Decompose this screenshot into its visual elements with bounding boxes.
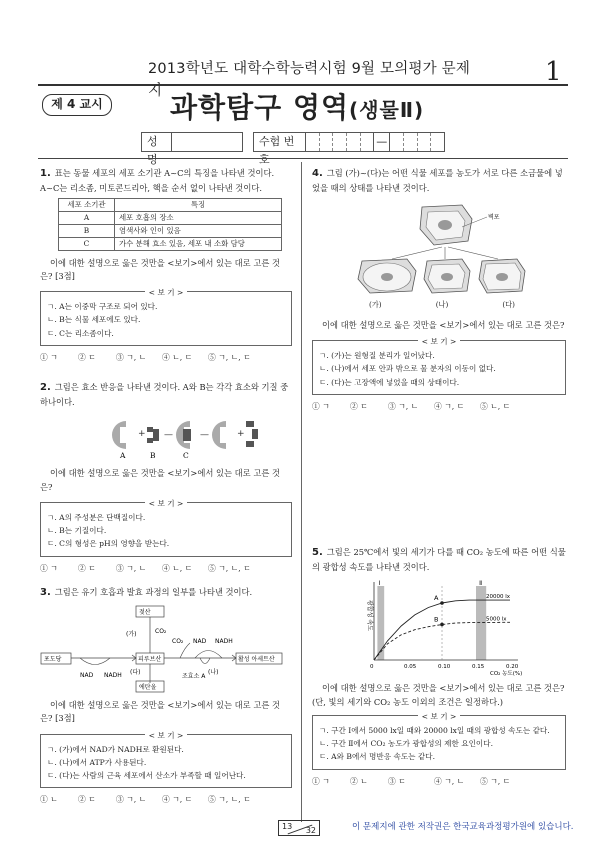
choice-1[interactable]: ① ㄱ bbox=[40, 353, 58, 363]
fig-co2-2: CO₂ bbox=[172, 638, 184, 645]
chart-region-label: Ⅱ bbox=[479, 580, 483, 588]
enzyme-figure bbox=[40, 415, 292, 459]
table-cell: C bbox=[59, 237, 115, 250]
choice-3[interactable]: ③ ㄱ, ㄴ bbox=[388, 401, 419, 411]
choice-2[interactable]: ② ㄷ bbox=[350, 401, 368, 411]
fig-label-ga: (가) bbox=[369, 300, 382, 310]
bogi-title: < 보 기 > bbox=[145, 288, 188, 297]
photosynthesis-chart bbox=[312, 578, 566, 678]
name-field[interactable] bbox=[171, 132, 243, 152]
fig-nad-2: NAD bbox=[193, 638, 207, 645]
bogi-title: < 보 기 > bbox=[145, 731, 188, 740]
table-header: 세포 소기관 bbox=[59, 199, 115, 212]
exam-no-separator: — bbox=[374, 133, 390, 151]
bogi-title: < 보 기 > bbox=[418, 337, 461, 346]
question-4 bbox=[312, 166, 566, 413]
subject-name: 과학탐구 영역 bbox=[170, 91, 350, 124]
chart-x-label: CO₂ 농도(%) bbox=[490, 671, 523, 678]
question-2 bbox=[40, 380, 292, 575]
bogi-item: ㄷ. C의 형성은 pH의 영향을 받는다. bbox=[47, 539, 170, 549]
copyright-notice: 이 문제지에 관한 저작권은 한국교육과정평가원에 있습니다. bbox=[352, 822, 574, 832]
chart-y-label: 광합성 속도 bbox=[366, 600, 373, 632]
chart-region bbox=[476, 586, 486, 660]
fig-label-da: (다) bbox=[502, 300, 515, 310]
fig-co2-1: CO₂ bbox=[155, 628, 167, 635]
question-1-text: 1. 표는 동물 세포의 세포 소기관 A~C의 특징을 나타낸 것이다. A~C는 리소좀, 미토콘드리아, 핵을 순서 없이 나타낸 것이다. bbox=[40, 168, 275, 193]
svg-text:+: + bbox=[138, 429, 146, 440]
bogi-title: < 보 기 > bbox=[145, 499, 188, 508]
question-4-prompt: 이에 대한 설명으로 옳은 것만을 <보기>에서 있는 대로 고른 것은? bbox=[322, 319, 565, 330]
question-3 bbox=[40, 585, 292, 807]
svg-text:+: + bbox=[237, 429, 245, 440]
answer-choices-3 bbox=[40, 794, 292, 806]
answer-choices-4 bbox=[312, 401, 566, 413]
choice-5[interactable]: ⑤ ㄱ, ㄷ bbox=[480, 776, 511, 786]
bogi-box-1 bbox=[40, 288, 292, 346]
choice-1[interactable]: ① ㄱ bbox=[312, 776, 330, 786]
bogi-item: ㄴ. B는 식물 세포에도 있다. bbox=[47, 315, 141, 325]
answer-choices-2 bbox=[40, 563, 292, 575]
fig-nadh-2: NADH bbox=[215, 638, 233, 645]
organelle-table bbox=[58, 198, 282, 250]
fig-coa: 조효소 A bbox=[182, 673, 206, 680]
fig-ga: (가) bbox=[126, 631, 137, 638]
answer-choices-5 bbox=[312, 776, 566, 788]
bogi-item: ㄷ. C는 리소좀이다. bbox=[47, 328, 114, 338]
page-number: 1 bbox=[545, 57, 562, 87]
chart-x-tick: 0.05 bbox=[404, 664, 417, 671]
fig-pyruvate: 피루브산 bbox=[138, 656, 162, 663]
chart-series-label: 20000 lx bbox=[486, 594, 511, 601]
header-rule-2 bbox=[38, 158, 568, 159]
name-label: 성명 bbox=[141, 132, 171, 152]
fig-nad: NAD bbox=[80, 672, 94, 679]
chart-series-label: 5000 lx bbox=[486, 616, 507, 623]
subject-title bbox=[170, 86, 424, 129]
svg-text:—: — bbox=[200, 430, 209, 441]
svg-text:—: — bbox=[164, 430, 173, 441]
question-4-text: 4. 그림 (가)~(다)는 어떤 식물 세포를 농도가 서로 다른 소금물에 넣었을 때의 상태를 나타낸 것이다. bbox=[312, 168, 563, 193]
table-cell: 염색사와 인이 있음 bbox=[115, 224, 282, 237]
chart-x-tick: 0.20 bbox=[506, 664, 519, 671]
fig-glucose: 포도당 bbox=[44, 656, 62, 663]
candidate-info-row bbox=[141, 132, 445, 166]
choice-4[interactable]: ④ ㄱ, ㄴ bbox=[434, 776, 465, 786]
fig-da: (다) bbox=[130, 669, 141, 676]
fig-label-na: (나) bbox=[435, 300, 449, 310]
question-2-text: 2. 그림은 효소 반응을 나타낸 것이다. A와 B는 각각 효소와 기질 중 하나이다. bbox=[40, 382, 289, 407]
bogi-item: ㄱ. A는 이중막 구조로 되어 있다. bbox=[47, 302, 158, 312]
choice-5[interactable]: ⑤ ㄴ, ㄷ bbox=[480, 401, 511, 411]
question-2-prompt: 이에 대한 설명으로 옳은 것만을 <보기>에서 있는 대로 고른 것은? bbox=[40, 468, 280, 492]
chart-point bbox=[440, 623, 444, 627]
choice-5[interactable]: ⑤ ㄱ, ㄴ, ㄷ bbox=[208, 353, 251, 363]
footer-page: 13 bbox=[282, 822, 293, 831]
choice-1[interactable]: ① ㄱ bbox=[312, 401, 330, 411]
choice-2[interactable]: ② ㄷ bbox=[78, 353, 96, 363]
bogi-item: ㄷ. (다)는 사람의 근육 세포에서 산소가 부족할 때 일어난다. bbox=[47, 771, 246, 781]
chart-x-tick: 0 bbox=[370, 664, 374, 671]
question-1-prompt: 이에 대한 설명으로 옳은 것만을 <보기>에서 있는 대로 고른 것은? [3점] bbox=[40, 257, 280, 281]
chart-region-label: Ⅰ bbox=[378, 580, 381, 588]
bogi-item: ㄷ. A와 B에서 명반응 속도는 같다. bbox=[319, 752, 435, 762]
question-1 bbox=[40, 166, 292, 364]
bogi-item: ㄴ. 구간 Ⅱ에서 CO₂ 농도가 광합성의 제한 요인이다. bbox=[319, 739, 494, 749]
fig-label-a: A bbox=[120, 451, 126, 460]
choice-3[interactable]: ③ ㄱ, ㄴ bbox=[116, 795, 147, 805]
table-header: 특징 bbox=[115, 199, 282, 212]
chart-region bbox=[377, 586, 384, 660]
answer-choices-1 bbox=[40, 352, 292, 364]
bogi-item: ㄴ. B는 기질이다. bbox=[47, 526, 107, 536]
choice-2[interactable]: ② ㄷ bbox=[78, 795, 96, 805]
bogi-item: ㄱ. A의 주성분은 단백질이다. bbox=[47, 512, 146, 522]
bogi-item: ㄱ. (가)에서 NAD가 NADH로 환원된다. bbox=[47, 744, 184, 754]
question-5-text: 5. 그림은 25℃에서 빛의 세기가 다를 때 CO₂ 농도에 따른 어떤 식물의 광합성 속도를 나타낸 것이다. bbox=[312, 547, 566, 572]
bogi-item: ㄴ. (나)에서 세포 안과 밖으로 물 분자의 이동이 없다. bbox=[319, 364, 496, 374]
bogi-item: ㄷ. (다)는 고장액에 넣었을 때의 상태이다. bbox=[319, 377, 460, 387]
exam-title: 2013학년도 대학수학능력시험 9월 모의평가 문제지 bbox=[148, 61, 471, 100]
fig-nadh: NADH bbox=[104, 672, 122, 679]
choice-3[interactable]: ③ ㄷ bbox=[388, 776, 406, 786]
chart-x-tick: 0.15 bbox=[472, 664, 485, 671]
choice-4[interactable]: ④ ㄱ, ㄷ bbox=[162, 795, 193, 805]
chart-point-label: A bbox=[434, 594, 439, 603]
bogi-item: ㄱ. 구간 Ⅰ에서 5000 lx일 때와 20000 lx일 때의 광합성 속도는 같다. bbox=[319, 725, 550, 735]
exam-no-label: 수험 번호 bbox=[253, 132, 305, 152]
choice-4[interactable]: ④ ㄴ, ㄷ bbox=[162, 353, 193, 363]
question-5 bbox=[312, 545, 566, 788]
choice-3[interactable]: ③ ㄱ, ㄴ bbox=[116, 563, 147, 573]
session-badge: 제 4 교시 bbox=[42, 94, 112, 116]
table-cell: 가수 분해 효소 있음, 세포 내 소화 담당 bbox=[115, 237, 282, 250]
table-cell: A bbox=[59, 212, 115, 225]
choice-3[interactable]: ③ ㄱ, ㄴ bbox=[116, 353, 147, 363]
bogi-box-4 bbox=[312, 337, 566, 395]
bogi-box-5 bbox=[312, 711, 566, 770]
bogi-box-3 bbox=[40, 730, 292, 789]
column-divider bbox=[301, 162, 302, 822]
choice-4[interactable]: ④ ㄱ, ㄷ bbox=[434, 401, 465, 411]
fig-label-b: B bbox=[150, 451, 156, 460]
choice-5[interactable]: ⑤ ㄱ, ㄴ, ㄷ bbox=[208, 563, 251, 573]
exam-no-field[interactable] bbox=[305, 132, 445, 152]
chart-point bbox=[440, 601, 444, 605]
table-cell: 세포 호흡의 장소 bbox=[115, 212, 282, 225]
bogi-title: < 보 기 > bbox=[418, 712, 461, 721]
plant-cell-figure bbox=[312, 199, 566, 299]
fig-acetyl: 활성 아세트산 bbox=[238, 656, 275, 663]
bogi-item: ㄱ. (가)는 원형질 분리가 일어났다. bbox=[319, 351, 435, 361]
bogi-box-2 bbox=[40, 498, 292, 557]
bogi-item: ㄴ. (나)에서 ATP가 사용된다. bbox=[47, 757, 147, 767]
question-5-prompt: 이에 대한 설명으로 옳은 것만을 <보기>에서 있는 대로 고른 것은? (단, 빛의 세기와 CO₂ 농도 이외의 조건은 일정하다.) bbox=[312, 683, 565, 707]
respiration-figure bbox=[40, 603, 292, 693]
chart-point-label: B bbox=[434, 615, 439, 624]
choice-1[interactable]: ① ㄱ bbox=[40, 563, 58, 573]
fig-label-c: C bbox=[183, 451, 189, 460]
fig-lactate: 젖산 bbox=[139, 609, 151, 616]
choice-4[interactable]: ④ ㄴ, ㄷ bbox=[162, 563, 193, 573]
subject-sub: (생물Ⅱ) bbox=[349, 98, 425, 122]
choice-1[interactable]: ① ㄴ bbox=[40, 795, 58, 805]
footer-total: 32 bbox=[305, 826, 316, 835]
choice-2[interactable]: ② ㄷ bbox=[78, 563, 96, 573]
chart-x-tick: 0.10 bbox=[438, 664, 451, 671]
cell-wall-label: 벽포 bbox=[488, 214, 500, 222]
choice-2[interactable]: ② ㄴ bbox=[350, 776, 368, 786]
question-3-text: 3. 그림은 유기 호흡과 발효 과정의 일부를 나타낸 것이다. bbox=[40, 587, 253, 598]
table-cell: B bbox=[59, 224, 115, 237]
question-3-prompt: 이에 대한 설명으로 옳은 것만을 <보기>에서 있는 대로 고른 것은? [3점] bbox=[40, 700, 280, 724]
page-counter bbox=[278, 820, 320, 836]
fig-na: (나) bbox=[208, 669, 219, 676]
fig-ethanol: 에탄올 bbox=[139, 684, 157, 691]
choice-5[interactable]: ⑤ ㄱ, ㄴ, ㄷ bbox=[208, 795, 251, 805]
